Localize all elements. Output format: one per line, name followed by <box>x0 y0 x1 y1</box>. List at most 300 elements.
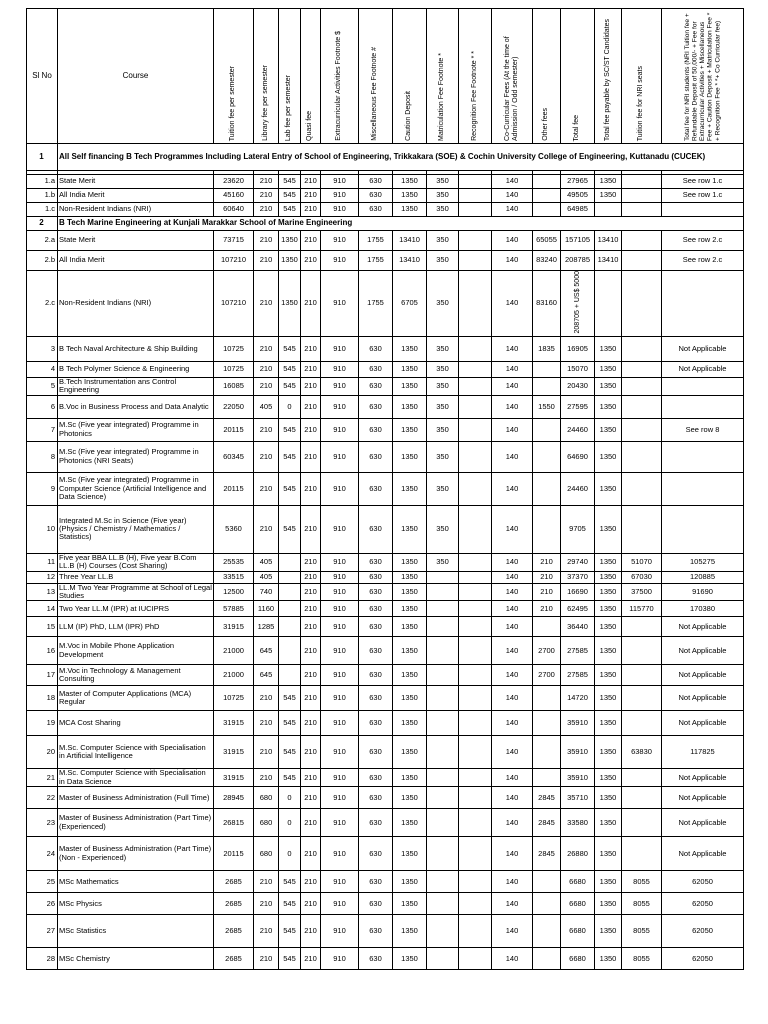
cell-caution: 1350 <box>393 189 427 203</box>
cell-library: 210 <box>254 893 279 915</box>
cell-other <box>533 871 561 893</box>
table-row <box>27 203 744 217</box>
table-row <box>27 361 744 377</box>
col-other: Other fees <box>533 9 561 144</box>
cell-total: 36440 <box>561 617 595 637</box>
cell-quasi: 210 <box>301 837 321 871</box>
cell-total: 20430 <box>561 377 595 395</box>
cell-co-curricular: 140 <box>492 948 533 970</box>
col-course: Course <box>58 9 214 144</box>
cell-nri-total <box>662 271 744 337</box>
cell-nri-total: 91690 <box>662 583 744 601</box>
cell-nri-total: Not Applicable <box>662 336 744 361</box>
cell-sl-no: 4 <box>27 361 58 377</box>
cell-caution: 1350 <box>393 203 427 217</box>
cell-sl-no: 25 <box>27 871 58 893</box>
cell-miscellaneous: 630 <box>359 189 393 203</box>
cell-extracurricular: 910 <box>321 787 359 809</box>
cell-sl-no: 20 <box>27 736 58 769</box>
cell-scst: 1350 <box>595 553 622 571</box>
cell-recognition <box>459 553 492 571</box>
cell-extracurricular: 910 <box>321 395 359 418</box>
cell-library: 210 <box>254 231 279 251</box>
cell-miscellaneous: 1755 <box>359 271 393 337</box>
table-row <box>27 617 744 637</box>
cell-matriculation <box>427 583 459 601</box>
cell-scst: 1350 <box>595 893 622 915</box>
cell-recognition <box>459 336 492 361</box>
cell-extracurricular: 910 <box>321 871 359 893</box>
table-row <box>27 871 744 893</box>
cell-total: 6680 <box>561 871 595 893</box>
cell-caution: 1350 <box>393 377 427 395</box>
cell-sl-no: 5 <box>27 377 58 395</box>
cell-extracurricular: 910 <box>321 505 359 553</box>
cell-quasi: 210 <box>301 686 321 711</box>
cell-nri-total: Not Applicable <box>662 787 744 809</box>
cell-lab: 545 <box>279 871 301 893</box>
cell-other: 210 <box>533 553 561 571</box>
cell-library: 645 <box>254 665 279 686</box>
cell-total: 62495 <box>561 601 595 617</box>
cell-library: 680 <box>254 809 279 837</box>
cell-co-curricular: 140 <box>492 617 533 637</box>
cell-tuition: 26815 <box>214 809 254 837</box>
cell-course: Master of Business Administration (Full Time) <box>58 787 214 809</box>
cell-matriculation <box>427 601 459 617</box>
cell-other: 2700 <box>533 637 561 665</box>
cell-other: 2845 <box>533 809 561 837</box>
cell-recognition <box>459 189 492 203</box>
cell-matriculation <box>427 948 459 970</box>
cell-lab: 545 <box>279 203 301 217</box>
cell-miscellaneous: 630 <box>359 686 393 711</box>
cell-quasi: 210 <box>301 893 321 915</box>
cell-scst: 1350 <box>595 175 622 189</box>
cell-sl-no: 9 <box>27 472 58 505</box>
cell-other <box>533 948 561 970</box>
cell-other <box>533 915 561 948</box>
cell-caution: 1350 <box>393 637 427 665</box>
cell-tuition: 16085 <box>214 377 254 395</box>
cell-library: 210 <box>254 871 279 893</box>
cell-nri-total: Not Applicable <box>662 617 744 637</box>
cell-tuition: 20115 <box>214 837 254 871</box>
cell-caution: 1350 <box>393 893 427 915</box>
cell-library: 680 <box>254 837 279 871</box>
cell-miscellaneous: 630 <box>359 441 393 472</box>
cell-caution: 1350 <box>393 175 427 189</box>
cell-recognition <box>459 251 492 271</box>
cell-sl-no: 11 <box>27 553 58 571</box>
cell-recognition <box>459 665 492 686</box>
cell-co-curricular: 140 <box>492 809 533 837</box>
cell-extracurricular: 910 <box>321 637 359 665</box>
cell-other: 2845 <box>533 837 561 871</box>
cell-caution: 1350 <box>393 948 427 970</box>
section-no: 2 <box>27 217 58 231</box>
cell-total: 27965 <box>561 175 595 189</box>
cell-caution: 1350 <box>393 336 427 361</box>
cell-nri-tuition <box>622 251 662 271</box>
cell-extracurricular: 910 <box>321 553 359 571</box>
cell-co-curricular: 140 <box>492 665 533 686</box>
cell-recognition <box>459 395 492 418</box>
cell-tuition: 25535 <box>214 553 254 571</box>
cell-extracurricular: 910 <box>321 583 359 601</box>
cell-nri-total <box>662 377 744 395</box>
cell-sl-no: 1.c <box>27 203 58 217</box>
cell-lab: 545 <box>279 711 301 736</box>
cell-lab: 545 <box>279 736 301 769</box>
cell-total: 9705 <box>561 505 595 553</box>
cell-quasi: 210 <box>301 948 321 970</box>
cell-nri-total: See row 2.c <box>662 251 744 271</box>
cell-co-curricular: 140 <box>492 472 533 505</box>
cell-library: 210 <box>254 189 279 203</box>
cell-other: 1550 <box>533 395 561 418</box>
cell-nri-total: Not Applicable <box>662 837 744 871</box>
cell-nri-total: Not Applicable <box>662 711 744 736</box>
table-row <box>27 583 744 601</box>
cell-nri-tuition <box>622 505 662 553</box>
table-row <box>27 271 744 337</box>
cell-tuition: 57885 <box>214 601 254 617</box>
cell-extracurricular: 910 <box>321 809 359 837</box>
cell-caution: 1350 <box>393 686 427 711</box>
cell-nri-tuition: 8055 <box>622 871 662 893</box>
cell-tuition: 60640 <box>214 203 254 217</box>
cell-tuition: 45160 <box>214 189 254 203</box>
cell-co-curricular: 140 <box>492 251 533 271</box>
section-row-2 <box>27 217 744 231</box>
cell-nri-tuition <box>622 472 662 505</box>
cell-tuition: 31915 <box>214 711 254 736</box>
total-fee-vertical: 208705 + US$ 5000 <box>573 271 581 334</box>
cell-miscellaneous: 630 <box>359 583 393 601</box>
cell-lab <box>279 601 301 617</box>
cell-co-curricular: 140 <box>492 441 533 472</box>
col-tuition: Tuition fee per semester <box>214 9 254 144</box>
cell-extracurricular: 910 <box>321 837 359 871</box>
cell-course: Master of Computer Applications (MCA) Regular <box>58 686 214 711</box>
table-row <box>27 231 744 251</box>
cell-matriculation <box>427 736 459 769</box>
cell-sl-no: 24 <box>27 837 58 871</box>
cell-nri-total: 62050 <box>662 948 744 970</box>
table-row <box>27 601 744 617</box>
col-sl-no: Sl No <box>27 9 58 144</box>
table-row <box>27 637 744 665</box>
cell-course: All India Merit <box>58 251 214 271</box>
cell-quasi: 210 <box>301 505 321 553</box>
cell-sl-no: 14 <box>27 601 58 617</box>
cell-miscellaneous: 630 <box>359 377 393 395</box>
cell-co-curricular: 140 <box>492 837 533 871</box>
cell-course: B.Tech Instrumentation ans Control Engineering <box>58 377 214 395</box>
cell-lab: 545 <box>279 505 301 553</box>
cell-other: 2845 <box>533 787 561 809</box>
cell-course: LLM (IP) PhD, LLM (IPR) PhD <box>58 617 214 637</box>
cell-recognition <box>459 769 492 787</box>
cell-scst: 1350 <box>595 686 622 711</box>
cell-scst: 1350 <box>595 189 622 203</box>
cell-recognition <box>459 175 492 189</box>
cell-nri-tuition <box>622 203 662 217</box>
cell-co-curricular: 140 <box>492 915 533 948</box>
cell-other <box>533 472 561 505</box>
cell-matriculation: 350 <box>427 395 459 418</box>
cell-miscellaneous: 630 <box>359 711 393 736</box>
cell-lab <box>279 665 301 686</box>
cell-course: Three Year LL.B <box>58 571 214 583</box>
cell-course: M.Sc. Computer Science with Specialisation in Data Science <box>58 769 214 787</box>
cell-co-curricular: 140 <box>492 395 533 418</box>
cell-caution: 1350 <box>393 736 427 769</box>
cell-lab: 545 <box>279 175 301 189</box>
cell-nri-total: 62050 <box>662 871 744 893</box>
cell-tuition: 2685 <box>214 871 254 893</box>
cell-recognition <box>459 231 492 251</box>
cell-library: 210 <box>254 361 279 377</box>
cell-lab: 545 <box>279 361 301 377</box>
cell-recognition <box>459 583 492 601</box>
cell-quasi: 210 <box>301 617 321 637</box>
table-row <box>27 175 744 189</box>
cell-caution: 1350 <box>393 617 427 637</box>
cell-tuition: 10725 <box>214 336 254 361</box>
section-row-1 <box>27 144 744 171</box>
cell-quasi: 210 <box>301 553 321 571</box>
cell-other <box>533 418 561 441</box>
cell-library: 210 <box>254 175 279 189</box>
cell-total: 208785 <box>561 251 595 271</box>
cell-lab: 0 <box>279 787 301 809</box>
cell-matriculation <box>427 893 459 915</box>
cell-tuition: 23620 <box>214 175 254 189</box>
cell-sl-no: 18 <box>27 686 58 711</box>
cell-course: Two Year LL.M (IPR) at IUCIPRS <box>58 601 214 617</box>
cell-recognition <box>459 871 492 893</box>
cell-library: 405 <box>254 553 279 571</box>
cell-matriculation: 350 <box>427 271 459 337</box>
cell-other <box>533 769 561 787</box>
cell-matriculation: 350 <box>427 203 459 217</box>
cell-tuition: 10725 <box>214 686 254 711</box>
cell-tuition: 107210 <box>214 251 254 271</box>
cell-tuition: 31915 <box>214 617 254 637</box>
cell-other <box>533 361 561 377</box>
cell-sl-no: 6 <box>27 395 58 418</box>
cell-matriculation <box>427 665 459 686</box>
cell-matriculation: 350 <box>427 175 459 189</box>
cell-tuition: 31915 <box>214 769 254 787</box>
cell-co-curricular: 140 <box>492 686 533 711</box>
cell-caution: 1350 <box>393 809 427 837</box>
cell-library: 210 <box>254 418 279 441</box>
cell-nri-total: See row 2.c <box>662 231 744 251</box>
col-caution: Caution Deposit <box>393 9 427 144</box>
cell-extracurricular: 910 <box>321 915 359 948</box>
cell-caution: 1350 <box>393 711 427 736</box>
cell-scst: 1350 <box>595 441 622 472</box>
table-row <box>27 336 744 361</box>
cell-scst: 1350 <box>595 871 622 893</box>
cell-miscellaneous: 630 <box>359 665 393 686</box>
cell-miscellaneous: 630 <box>359 175 393 189</box>
cell-extracurricular: 910 <box>321 336 359 361</box>
cell-nri-total: Not Applicable <box>662 665 744 686</box>
cell-nri-tuition <box>622 637 662 665</box>
cell-library: 210 <box>254 711 279 736</box>
cell-total: 35910 <box>561 736 595 769</box>
cell-course: All India Merit <box>58 189 214 203</box>
cell-quasi: 210 <box>301 787 321 809</box>
cell-scst <box>595 203 622 217</box>
cell-miscellaneous: 630 <box>359 637 393 665</box>
cell-extracurricular: 910 <box>321 601 359 617</box>
cell-miscellaneous: 630 <box>359 418 393 441</box>
cell-co-curricular: 140 <box>492 553 533 571</box>
cell-recognition <box>459 711 492 736</box>
cell-sl-no: 7 <box>27 418 58 441</box>
cell-recognition <box>459 637 492 665</box>
cell-total: 35910 <box>561 711 595 736</box>
cell-nri-tuition: 8055 <box>622 948 662 970</box>
cell-caution: 1350 <box>393 505 427 553</box>
cell-recognition <box>459 601 492 617</box>
table-row <box>27 915 744 948</box>
cell-recognition <box>459 837 492 871</box>
cell-lab: 1350 <box>279 271 301 337</box>
cell-miscellaneous: 630 <box>359 571 393 583</box>
cell-nri-total: See row 1.c <box>662 189 744 203</box>
table-row <box>27 686 744 711</box>
cell-lab: 1350 <box>279 231 301 251</box>
cell-miscellaneous: 1755 <box>359 231 393 251</box>
table-row <box>27 787 744 809</box>
cell-sl-no: 27 <box>27 915 58 948</box>
cell-quasi: 210 <box>301 441 321 472</box>
cell-nri-total: 105275 <box>662 553 744 571</box>
cell-total: 29740 <box>561 553 595 571</box>
cell-quasi: 210 <box>301 736 321 769</box>
cell-caution: 1350 <box>393 583 427 601</box>
cell-course: M.Sc (Five year integrated) Programme in Computer Science (Artificial Intelligence and Data Science) <box>58 472 214 505</box>
table-row <box>27 711 744 736</box>
cell-extracurricular: 910 <box>321 377 359 395</box>
cell-library: 210 <box>254 686 279 711</box>
cell-library: 210 <box>254 441 279 472</box>
cell-tuition: 107210 <box>214 271 254 337</box>
cell-scst: 1350 <box>595 472 622 505</box>
cell-miscellaneous: 630 <box>359 617 393 637</box>
cell-recognition <box>459 377 492 395</box>
cell-extracurricular: 910 <box>321 769 359 787</box>
cell-nri-tuition <box>622 809 662 837</box>
cell-library: 210 <box>254 336 279 361</box>
cell-nri-tuition <box>622 271 662 337</box>
cell-miscellaneous: 630 <box>359 736 393 769</box>
cell-other <box>533 893 561 915</box>
cell-lab: 545 <box>279 472 301 505</box>
cell-scst: 1350 <box>595 617 622 637</box>
cell-course: Master of Business Administration (Part Time) (Experienced) <box>58 809 214 837</box>
cell-recognition <box>459 505 492 553</box>
cell-recognition <box>459 736 492 769</box>
cell-course: MSc Physics <box>58 893 214 915</box>
cell-nri-total <box>662 441 744 472</box>
cell-scst: 1350 <box>595 711 622 736</box>
cell-scst: 13410 <box>595 231 622 251</box>
cell-quasi: 210 <box>301 189 321 203</box>
cell-sl-no: 2.b <box>27 251 58 271</box>
cell-scst: 1350 <box>595 948 622 970</box>
cell-course: M.Voc in Technology & Management Consulting <box>58 665 214 686</box>
cell-other: 65055 <box>533 231 561 251</box>
cell-other <box>533 505 561 553</box>
cell-library: 210 <box>254 915 279 948</box>
cell-scst: 1350 <box>595 336 622 361</box>
cell-sl-no: 3 <box>27 336 58 361</box>
cell-other <box>533 175 561 189</box>
cell-recognition <box>459 893 492 915</box>
cell-other <box>533 441 561 472</box>
cell-scst: 1350 <box>595 769 622 787</box>
cell-co-curricular: 140 <box>492 175 533 189</box>
cell-lab <box>279 571 301 583</box>
table-row <box>27 553 744 571</box>
cell-nri-tuition <box>622 175 662 189</box>
cell-nri-tuition <box>622 189 662 203</box>
cell-nri-tuition: 8055 <box>622 893 662 915</box>
cell-nri-tuition: 37500 <box>622 583 662 601</box>
cell-caution: 13410 <box>393 231 427 251</box>
cell-quasi: 210 <box>301 251 321 271</box>
cell-scst: 1350 <box>595 418 622 441</box>
cell-library: 210 <box>254 948 279 970</box>
cell-recognition <box>459 617 492 637</box>
cell-total: 6680 <box>561 915 595 948</box>
cell-tuition: 12500 <box>214 583 254 601</box>
cell-scst: 1350 <box>595 601 622 617</box>
table-row <box>27 418 744 441</box>
cell-total: 27585 <box>561 665 595 686</box>
cell-sl-no: 1.b <box>27 189 58 203</box>
cell-lab: 545 <box>279 336 301 361</box>
table-row <box>27 251 744 271</box>
col-recognition: Recognition Fee Footnote * * <box>459 9 492 144</box>
cell-tuition: 20115 <box>214 418 254 441</box>
cell-lab: 545 <box>279 769 301 787</box>
cell-quasi: 210 <box>301 915 321 948</box>
cell-caution: 1350 <box>393 418 427 441</box>
cell-nri-tuition: 51070 <box>622 553 662 571</box>
table-row <box>27 472 744 505</box>
cell-nri-tuition <box>622 665 662 686</box>
cell-nri-tuition: 115770 <box>622 601 662 617</box>
cell-total: 6680 <box>561 893 595 915</box>
cell-extracurricular: 910 <box>321 571 359 583</box>
cell-nri-total: 117825 <box>662 736 744 769</box>
cell-nri-total <box>662 203 744 217</box>
cell-scst: 1350 <box>595 837 622 871</box>
cell-quasi: 210 <box>301 231 321 251</box>
cell-matriculation: 350 <box>427 472 459 505</box>
cell-nri-tuition: 67030 <box>622 571 662 583</box>
cell-sl-no: 28 <box>27 948 58 970</box>
cell-total: 15070 <box>561 361 595 377</box>
